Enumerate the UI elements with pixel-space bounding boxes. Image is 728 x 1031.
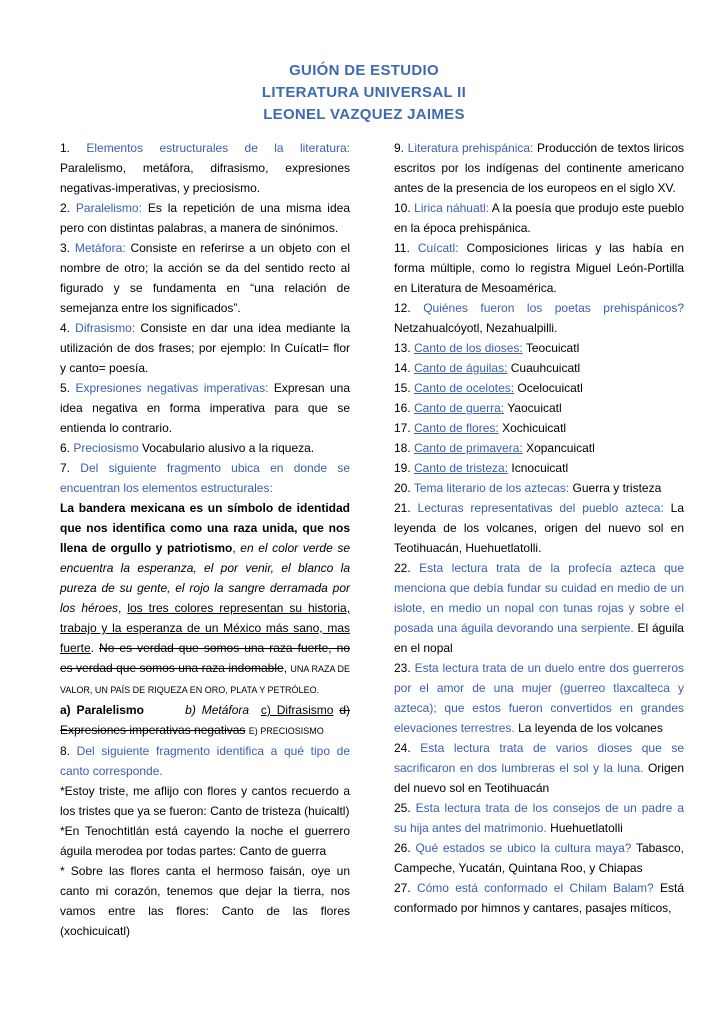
item-5: 5. Expresiones negativas imperativas: Expresan una idea negativa en forma imperativa para que se entienda lo contrario. xyxy=(60,381,351,435)
fragment-strike: No es verdad que somos una raza fuerte, no es verdad que somos una raza indomable xyxy=(60,641,350,675)
item-text: Xochicuicatl xyxy=(498,421,567,435)
item-21: 21. Lecturas representativas del pueblo azteca: La leyenda de los volcanes, origen del nuevo sol en Teotihuacán, Huehuetlatolli. xyxy=(394,501,685,555)
item-text: Netzahualcóyotl, Nezahualpilli. xyxy=(394,321,558,335)
item-label: Preciosismo xyxy=(73,441,139,455)
answer-key xyxy=(60,700,350,741)
item-label: Literatura prehispánica: xyxy=(407,141,534,155)
item-label: Quiénes fueron los poetas prehispánicos? xyxy=(423,301,684,315)
item-label: Canto de primavera: xyxy=(414,441,523,455)
item-text: Está conformado por himnos y cantares, pasajes míticos, xyxy=(394,881,684,915)
item-text: Paralelismo, metáfora, difrasismo, expresiones negativas-imperativas, y preciosismo. xyxy=(60,161,350,195)
item-text: Xopancuicatl xyxy=(522,441,595,455)
item-text: Guerra y tristeza xyxy=(569,481,662,495)
item-26: 26. Qué estados se ubico la cultura maya? Tabasco, Campeche, Yucatán, Quintana Roo, y Chiapas xyxy=(394,841,684,875)
item-19: 19. Canto de tristeza: Icnocuicatl xyxy=(394,461,569,475)
item-label: Difrasismo: xyxy=(75,321,136,335)
fragment-bold: La bandera mexicana es un símbolo de identidad que nos identifica como una raza unida, que nos llena de orgullo y patriotismo xyxy=(60,501,350,555)
item-label: Esta lectura trata de los consejos de un padre a su hija antes del matrimonio. xyxy=(394,801,685,835)
item-label: Expresiones negativas imperativas: xyxy=(75,381,269,395)
item-17: 17. Canto de flores: Xochicuicatl xyxy=(394,421,567,435)
item-1: 1. Elementos estructurales de la literatura: Paralelismo, metáfora, difrasismo, expresiones negativas-imperativas, y preciosismo. xyxy=(60,141,351,195)
item-3: 3. Metáfora: Consiste en referirse a un objeto con el nombre de otro; la acción se da del sentido recto al figurado y se fundamenta en “una relación de semejanza entre los significados”. xyxy=(60,241,351,315)
item-2: 2. Paralelismo: Es la repetición de una misma idea pero con distintas palabras, a manera de sinónimos. xyxy=(60,201,350,235)
item-text: A la poesía que produjo este pueblo en la época prehispánica. xyxy=(394,201,685,235)
answer-e-rest: RECIOSISMO xyxy=(266,726,324,736)
item-label: Lecturas representativas del pueblo azteca: xyxy=(417,501,664,515)
right-column xyxy=(394,138,684,918)
quote-3: * Sobre las flores canta el hermoso faisán, oye un canto mi corazón, tenemos que dejar la tierra, nos vamos entre las flores: Canto de las flores (xochicuicatl) xyxy=(60,864,350,938)
item-text: Origen del nuevo sol en Teotihuacán xyxy=(394,761,684,795)
item-text: Cuauhcuicatl xyxy=(507,361,581,375)
fragment-italic: en el color verde se encuentra la esperanza, el por venir, el blanco la pureza de su gente, el rojo la sangre derramada por los héroes xyxy=(60,541,350,615)
answer-a: a) Paralelismo xyxy=(60,703,144,717)
quote-2: *En Tenochtitlán está cayendo la noche el guerrero águila merodea por todas partes: Canto de guerra xyxy=(60,824,350,858)
item-14: 14. Canto de águilas: Cuauhcuicatl xyxy=(394,361,581,375)
item-label: Lirica náhuatl: xyxy=(414,201,489,215)
quote-1: *Estoy triste, me aflijo con flores y cantos recuerdo a los tristes que ya se fueron: Canto de tristeza (huicaltl) xyxy=(60,784,350,818)
item-25: 25. Esta lectura trata de los consejos de un padre a su hija antes del matrimonio. Huehuetlatolli xyxy=(394,801,685,835)
item-label: Cómo está conformado el Chilam Balam? xyxy=(416,881,654,895)
doc-subject: LITERATURA UNIVERSAL II xyxy=(261,84,467,101)
item-label: Canto de tristeza: xyxy=(414,461,509,475)
item-text: La leyenda de los volcanes, origen del nuevo sol en Teotihuacán, Huehuetlatolli. xyxy=(394,501,685,555)
answer-c: c) Difrasismo xyxy=(260,703,334,717)
answer-d: d) Expresiones imperativas negativas xyxy=(60,703,350,737)
item-text: Teocuicatl xyxy=(522,341,580,355)
item-text: Es la repetición de una misma idea pero con distintas palabras, a manera de sinónimos. xyxy=(60,201,350,235)
item-text: La leyenda de los volcanes xyxy=(514,721,663,735)
item-text: Ocelocuicatl xyxy=(514,381,583,395)
item-label: Paralelismo: xyxy=(75,201,142,215)
item-label: Canto de águilas: xyxy=(414,361,508,375)
item-24: 24. Esta lectura trata de varios dioses que se sacrificaron en dos lumbreras el sol y la luna. Origen del nuevo sol en Teotihuacán xyxy=(394,741,684,795)
item-11: 11. Cuícatl: Composiciones liricas y las había en forma múltiple, como lo registra Miguel León-Portilla en Literatura de Mesoamérica. xyxy=(394,241,684,295)
item-text: Icnocuicatl xyxy=(508,461,569,475)
item-22: 22. Esta lectura trata de la profecía azteca que menciona que debía fundar su cuidad en medio de un islote, en medio un nopal con tunas rojas y sobre el posada una águila devorando una serpiente. El águila en el nopal xyxy=(394,561,684,655)
item-label: Del siguiente fragmento ubica en donde se encuentran los elementos estructurales: xyxy=(60,461,351,495)
item-text: Yaocuicatl xyxy=(504,401,562,415)
item-4: 4. Difrasismo: Consiste en dar una idea mediante la utilización de dos frases; por ejemplo: In Cuícatl= flor y canto= poesía. xyxy=(60,321,350,375)
item-label: Del siguiente fragmento identifica a qué tipo de canto corresponde. xyxy=(60,744,350,778)
item-text: Expresan una idea negativa en forma imperativa para que se entienda lo contrario. xyxy=(60,381,351,435)
item-7: 7. Del siguiente fragmento ubica en donde se encuentran los elementos estructurales: xyxy=(60,461,351,495)
item-label: Canto de ocelotes: xyxy=(414,381,515,395)
item-text: Composiciones liricas y las había en forma múltiple, como lo registra Miguel León-Portilla en Literatura de Mesoamérica. xyxy=(394,241,684,295)
answer-b: b) Metáfora xyxy=(185,703,250,717)
item-16: 16. Canto de guerra: Yaocuicatl xyxy=(394,401,562,415)
item-9: 9. Literatura prehispánica: Producción de textos liricos escritos por los indígenas del continente americano antes de la presencia de los europeos en el siglo XV. xyxy=(394,141,684,195)
item-text: El águila en el nopal xyxy=(394,621,684,655)
document-header xyxy=(0,60,728,126)
item-27: 27. Cómo está conformado el Chilam Balam? Está conformado por himnos y cantares, pasajes míticos, xyxy=(394,881,684,915)
left-column xyxy=(60,138,350,941)
fragment-smallcaps: UNA RAZA DE VALOR, UN PAÍS DE RIQUEZA EN ORO, PLATA Y PETRÓLEO. xyxy=(60,664,351,695)
item-12: 12. Quiénes fueron los poetas prehispánicos? Netzahualcóyotl, Nezahualpilli. xyxy=(394,301,684,335)
doc-author: LEONEL VAZQUEZ JAIMES xyxy=(263,106,465,123)
item-10: 10. Lirica náhuatl: A la poesía que produjo este pueblo en la época prehispánica. xyxy=(394,201,685,235)
item-label: Canto de guerra: xyxy=(414,401,505,415)
item-text: Producción de textos liricos escritos por los indígenas del continente americano antes de la presencia de los europeos en el siglo XV. xyxy=(394,141,684,195)
item-label: Elementos estructurales de la literatura: xyxy=(86,141,351,155)
item-label: Metáfora: xyxy=(74,241,126,255)
item-label: Esta lectura trata de la profecía azteca que menciona que debía fundar su cuidad en medio de un islote, en medio un nopal con tunas rojas y sobre el posada una águila devorando una serpiente. xyxy=(394,561,684,635)
item-label: Canto de los dioses: xyxy=(414,341,523,355)
item-label: Tema literario de los aztecas: xyxy=(413,481,570,495)
item-15: 15. Canto de ocelotes: Ocelocuicatl xyxy=(394,381,583,395)
answer-e-prefix: E) P xyxy=(248,726,267,736)
item-text: Vocabulario alusivo a la riqueza. xyxy=(138,441,315,455)
item-label: Esta lectura trata de un duelo entre dos guerreros por el amor de una mujer (guerreo tlaxcalteca y azteca); que estos fueron convertidos en grandes elevaciones terrestres. xyxy=(394,661,685,735)
item-text: Consiste en dar una idea mediante la utilización de dos frases; por ejemplo: In Cuícatl= flor y canto= poesía. xyxy=(60,321,350,375)
item-label: Esta lectura trata de varios dioses que se sacrificaron en dos lumbreras el sol y la luna. xyxy=(394,741,684,775)
item-13: 13. Canto de los dioses: Teocuicatl xyxy=(394,341,580,355)
item-6: 6. Preciosismo Vocabulario alusivo a la riqueza. xyxy=(60,441,315,455)
item-text: Huehuetlatolli xyxy=(546,821,623,835)
item-label: Qué estados se ubico la cultura maya? xyxy=(415,841,632,855)
item-label: Canto de flores: xyxy=(414,421,499,435)
item-23: 23. Esta lectura trata de un duelo entre dos guerreros por el amor de una mujer (guerreo tlaxcalteca y azteca); que estos fueron convertidos en grandes elevaciones terrestres. La leyenda de los volcanes xyxy=(394,661,685,735)
item-text: Consiste en referirse a un objeto con el nombre de otro; la acción se da del sentido recto al figurado y se fundamenta en “una relación de semejanza entre los significados”. xyxy=(60,241,351,315)
fragment-underline: los tres colores representan su historia, trabajo y la esperanza de un México más sano, mas fuerte xyxy=(60,601,351,655)
item-text: Tabasco, Campeche, Yucatán, Quintana Roo, y Chiapas xyxy=(394,841,684,875)
item-18: 18. Canto de primavera: Xopancuicatl xyxy=(394,441,595,455)
doc-title: GUIÓN DE ESTUDIO xyxy=(289,62,439,79)
fragment-text: La bandera mexicana es un símbolo de identidad que nos identifica como una raza unida, que nos llena de orgullo y patriotismo, en el color verde se encuentra la esperanza, el por venir, el blanco la pureza de su gente, el rojo la sangre derramada por los héroes, los tres colores representan su historia, trabajo y la esperanza de un México más sano, mas fuerte. No es verdad que somos una raza fuerte, no es verdad que somos una raza indomable, UNA RAZA DE VALOR, UN PAÍS DE RIQUEZA EN ORO, PLATA Y PETRÓLEO. xyxy=(60,501,351,695)
item-label: Cuícatl: xyxy=(417,241,459,255)
item-8: 8. Del siguiente fragmento identifica a qué tipo de canto corresponde. xyxy=(60,744,350,778)
item-20: 20. Tema literario de los aztecas: Guerra y tristeza xyxy=(394,481,662,495)
